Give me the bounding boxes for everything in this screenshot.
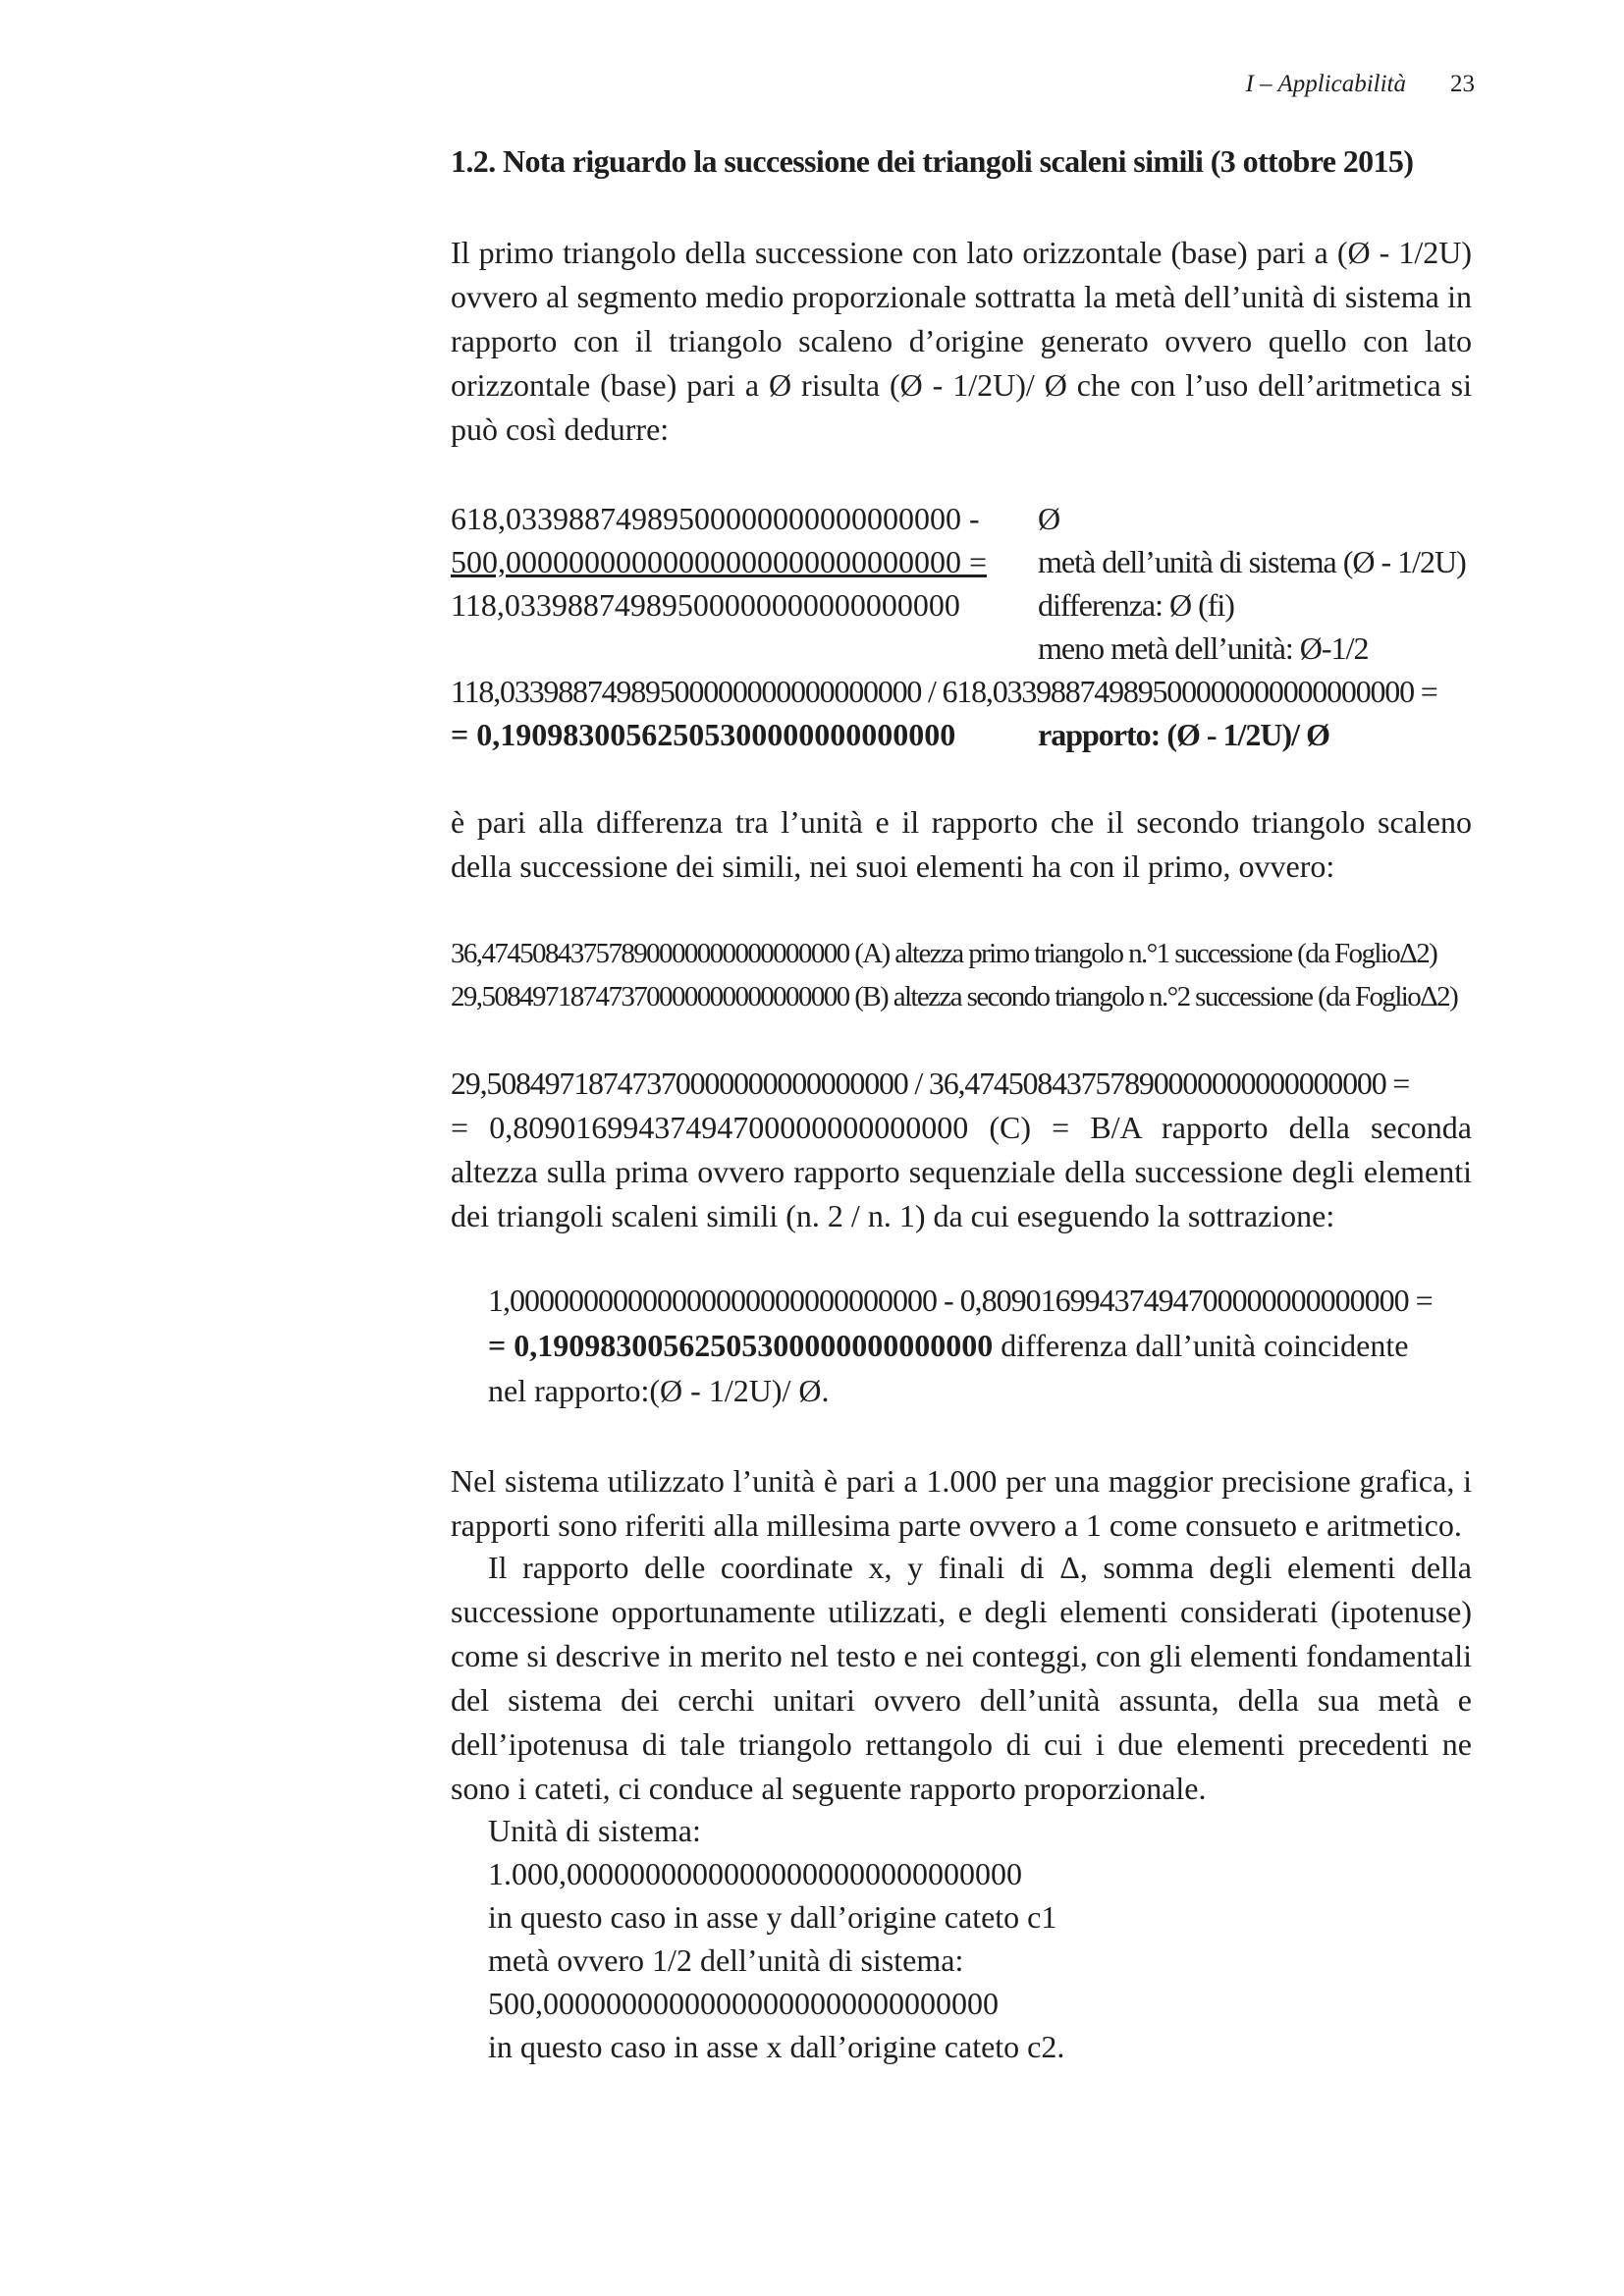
difference-label: differenza: Ø (fi): [1038, 587, 1234, 623]
division-line: 118,03398874989500000000000000000 / 618,03398874989500000000000000000 =: [451, 674, 1437, 709]
running-header: [1210, 71, 1475, 110]
list-item: metà ovvero 1/2 dell’unità di sistema:: [488, 1942, 964, 1978]
subtraction-line: 1,00000000000000000000000000000 - 0,80901699437494700000000000000 =: [488, 1283, 1433, 1318]
calculation-block-1: [451, 497, 1477, 756]
subtrahend: 500,00000000000000000000000000000 =: [451, 544, 988, 579]
running-title: I – Applicabilità: [1245, 71, 1406, 97]
calculation-block-2: [451, 1062, 1477, 1105]
ratio-label: rapporto: (Ø - 1/2U)/ Ø: [1038, 717, 1329, 752]
height-a: 36,47450843757890000000000000000 (A) altezza primo triangolo n.°1 successione (da FoglioΔ2): [451, 938, 1437, 969]
subtraction-result-text: differenza dall’unità coincidente: [993, 1328, 1409, 1363]
list-item: 500,00000000000000000000000000000: [488, 1986, 999, 2021]
calculation-block-3: [488, 1278, 1470, 1413]
subtraction-result: = 0,19098300562505300000000000000: [488, 1328, 994, 1363]
subtrahend-label: metà dell’unità di sistema (Ø - 1/2U): [1038, 544, 1466, 579]
list-item: Unità di sistema:: [488, 1813, 701, 1848]
difference: 118,03398874989500000000000000000: [451, 587, 960, 623]
heights-block: [451, 932, 1477, 1018]
ratio-note: nel rapporto:(Ø - 1/2U)/ Ø.: [488, 1373, 830, 1408]
paragraph-3: Nel sistema utilizzato l’unità è pari a 1.000 per una maggior precisione grafica, i rapporti sono riferiti alla millesima parte ovvero a 1 come consueto e aritmetico.: [451, 1463, 1472, 1543]
list-item: 1.000,00000000000000000000000000000: [488, 1856, 1022, 1891]
difference-label-2: meno metà dell’unità: Ø-1/2: [1038, 630, 1369, 666]
division-line-2: 29,50849718747370000000000000000 / 36,47450843757890000000000000000 =: [451, 1066, 1410, 1101]
intro-paragraph: Il primo triangolo della successione con lato orizzontale (base) pari a (Ø - 1/2U) ovvero al segmento medio proporzionale sottratta la metà dell’unità di sistema in rapporto con il triangolo scaleno d’origine generato ovvero quello con lato orizzontale (base) pari a Ø risulta (Ø - 1/2U)/ Ø che con l’uso dell’aritmetica si può così dedurre:: [451, 235, 1472, 447]
section-title: 1.2. Nota riguardo la successione dei triangoli scaleni simili (3 ottobre 2015): [451, 143, 1414, 179]
paragraph-2: è pari alla differenza tra l’unità e il rapporto che il secondo triangolo scaleno della successione dei simili, nei suoi elementi ha con il primo, ovvero:: [451, 804, 1472, 884]
height-b: 29,50849718747370000000000000000 (B) altezza secondo triangolo n.°2 successione (da FoglioΔ2): [451, 981, 1458, 1012]
minuend-label: Ø: [1038, 501, 1060, 536]
list-item: in questo caso in asse x dall’origine cateto c2.: [488, 2029, 1065, 2064]
page-number: 23: [1450, 71, 1475, 97]
ratio-result: = 0,19098300562505300000000000000: [451, 717, 956, 752]
list-item: in questo caso in asse y dall’origine cateto c1: [488, 1899, 1057, 1935]
minuend: 618,03398874989500000000000000000 -: [451, 501, 980, 536]
ratio-paragraph: = 0,80901699437494700000000000000 (C) = B/A rapporto della seconda altezza sulla prima ovvero rapporto sequenziale della successione degli elementi dei triangoli scaleni simili (n. 2 / n. 1) da cui eseguendo la sottrazione:: [451, 1110, 1472, 1233]
paragraph-4: Il rapporto delle coordinate x, y finali di Δ, somma degli elementi della successione opportunamente utilizzati, e degli elementi considerati (ipotenuse) come si descrive in merito nel testo e nei conteggi, con gli elementi fondamentali del sistema dei cerchi unitari ovvero dell’unità assunta, della sua metà e dell’ipotenusa di tale triangolo rettangolo di cui i due elementi precedenti ne sono i cateti, ci conduce al seguente rapporto proporzionale.: [451, 1550, 1472, 1806]
unit-list: [488, 1809, 1470, 2068]
